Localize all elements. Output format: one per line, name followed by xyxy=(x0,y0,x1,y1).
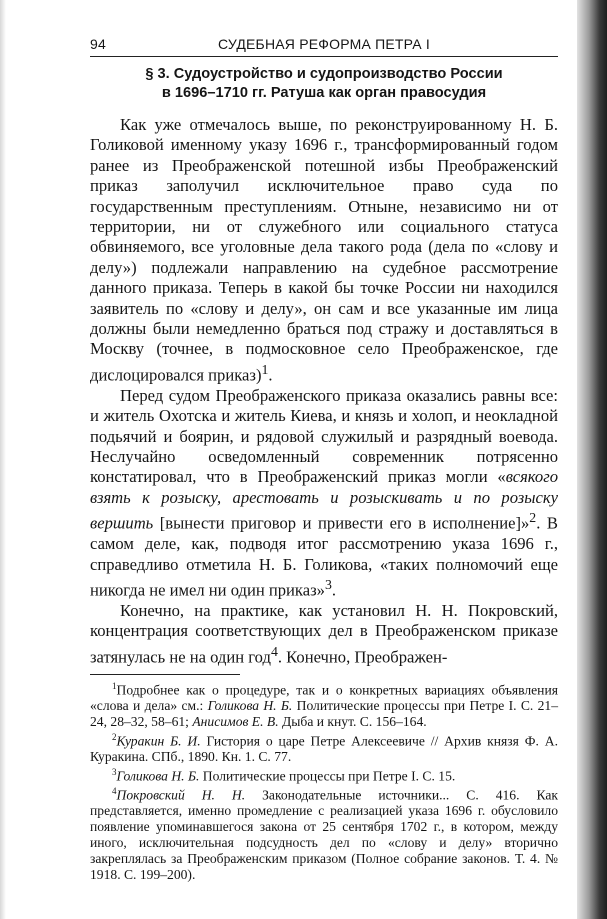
footnote-ref-2[interactable]: 2 xyxy=(529,510,537,526)
footnote-3-text: Политические процессы при Петре I. С. 15. xyxy=(199,768,456,784)
section-heading-line-1: § 3. Судоустройство и судопроизводство России xyxy=(145,66,503,82)
paragraph-2-text-b: [вынести приговор и привести его в исполнение]» xyxy=(153,513,530,533)
footnote-mark-3: 3 xyxy=(112,766,117,777)
footnote-4-author: Покровский Н. Н. xyxy=(116,787,246,803)
running-head xyxy=(90,36,558,57)
paragraph-2-quote: всякого взять к розыску, арестовать и розыскивать и по розыску вершить xyxy=(90,467,558,533)
footnote-ref-4[interactable]: 4 xyxy=(270,643,278,659)
footnote-3 xyxy=(90,765,558,784)
footnote-1-text-a: Подробнее как о процедуре, так и о конкретных вариациях объявления «слова и дела» см.: xyxy=(90,682,558,714)
book-page xyxy=(90,36,558,882)
paragraph-2 xyxy=(90,386,558,601)
footnote-1-author-b: Анисимов Е. В. xyxy=(192,713,279,729)
footnote-1 xyxy=(90,679,558,730)
page-number: 94 xyxy=(90,36,106,52)
body-text xyxy=(90,115,558,668)
footnote-2-text: Гистория о царе Петре Алексеевиче // Архив князя Ф. А. Куракина. СПб., 1890. Кн. 1. С. 77. xyxy=(90,733,558,764)
footnote-mark-2: 2 xyxy=(112,731,117,742)
book-spine-shadow xyxy=(577,0,607,919)
footnote-1-text-c: Дыба и кнут. С. 156–164. xyxy=(278,713,427,729)
paragraph-3 xyxy=(90,601,558,668)
scan-edge-left xyxy=(0,0,6,919)
paragraph-1-end: . xyxy=(268,365,273,385)
paragraph-2-text-a: Перед судом Преображенского приказа оказались равны все: и житель Охотска и житель Киева, и князь и холоп, и неокладной подьячий и боярин, и рядовой служилый и разрядный воевода. Неслучайно осведомленный современник потрясенно констатировал, что в Преображенский приказ могли « xyxy=(90,385,558,487)
paragraph-2-text-c: . В самом деле, как, подводя итог рассмотрению указа 1696 г., справедливо отметила Н. Б. Голикова, «таких полномочий еще никогда не имел ни один приказ» xyxy=(90,513,558,600)
section-heading-line-2: в 1696–1710 гг. Ратуша как орган правосудия xyxy=(161,85,487,101)
paragraph-3-text-a: Конечно, на практике, как установил Н. Н. Покровский, концентрация соответствующих дел в Преображенском приказе затянулась не на один год xyxy=(90,600,558,667)
footnote-2 xyxy=(90,730,558,765)
paragraph-3-text-b: . Конечно, Преображен- xyxy=(277,647,448,667)
footnote-4 xyxy=(90,784,558,882)
footnotes xyxy=(90,679,558,883)
section-heading xyxy=(90,65,558,103)
footnote-2-author: Куракин Б. И. xyxy=(116,733,201,749)
paragraph-1 xyxy=(90,115,558,386)
footnote-divider xyxy=(90,674,240,675)
running-title: СУДЕБНАЯ РЕФОРМА ПЕТРА I xyxy=(218,36,430,52)
footnote-mark-1: 1 xyxy=(112,680,117,691)
paragraph-1-text: Как уже отмечалось выше, по реконструированному Н. Б. Голиковой именному указу 1696 г., трансформированный годом ранее из Преображенской потешной избы Преображенский приказ заполучил исключительное право суда по государственным преступлениям. Отныне, независимо ни от территории, ни от служебного или социального статуса обвиняемого, все уголовные дела такого рода (дела по «слову и делу») подлежали направлению на судебное рассмотрение данного приказа. Теперь в какой бы точке России ни находился заявитель по «слову и делу», он сам и все указанные им лица должны были немедленно браться под стражу и доставляться в Москву (точнее, в подмосковное село Преображенское, где дислоцировался приказ) xyxy=(90,115,558,385)
footnote-mark-4: 4 xyxy=(112,786,117,797)
footnote-1-author-a: Голикова Н. Б. xyxy=(207,698,293,714)
footnote-ref-1[interactable]: 1 xyxy=(261,361,269,377)
paragraph-2-end: . xyxy=(331,580,337,600)
footnote-4-text: Законодательные источники... С. 416. Как представляется, именно промедление с реализацией указа 1696 г. обусловило появление упоминавшегося закона от 25 сентября 1702 г., в котором, между иного, исключительная подсудность дел по «слову и делу» вторично закреплялась за Преображенским приказом (Полное собрание законов. Т. 4. № 1918. С. 199–200). xyxy=(90,787,558,882)
footnote-1-text-b: Политические процессы при Петре I. С. 21–24, 28–32, 58–61; xyxy=(90,698,558,729)
footnote-3-author: Голикова Н. Б. xyxy=(116,768,200,784)
footnote-ref-3[interactable]: 3 xyxy=(324,577,332,592)
